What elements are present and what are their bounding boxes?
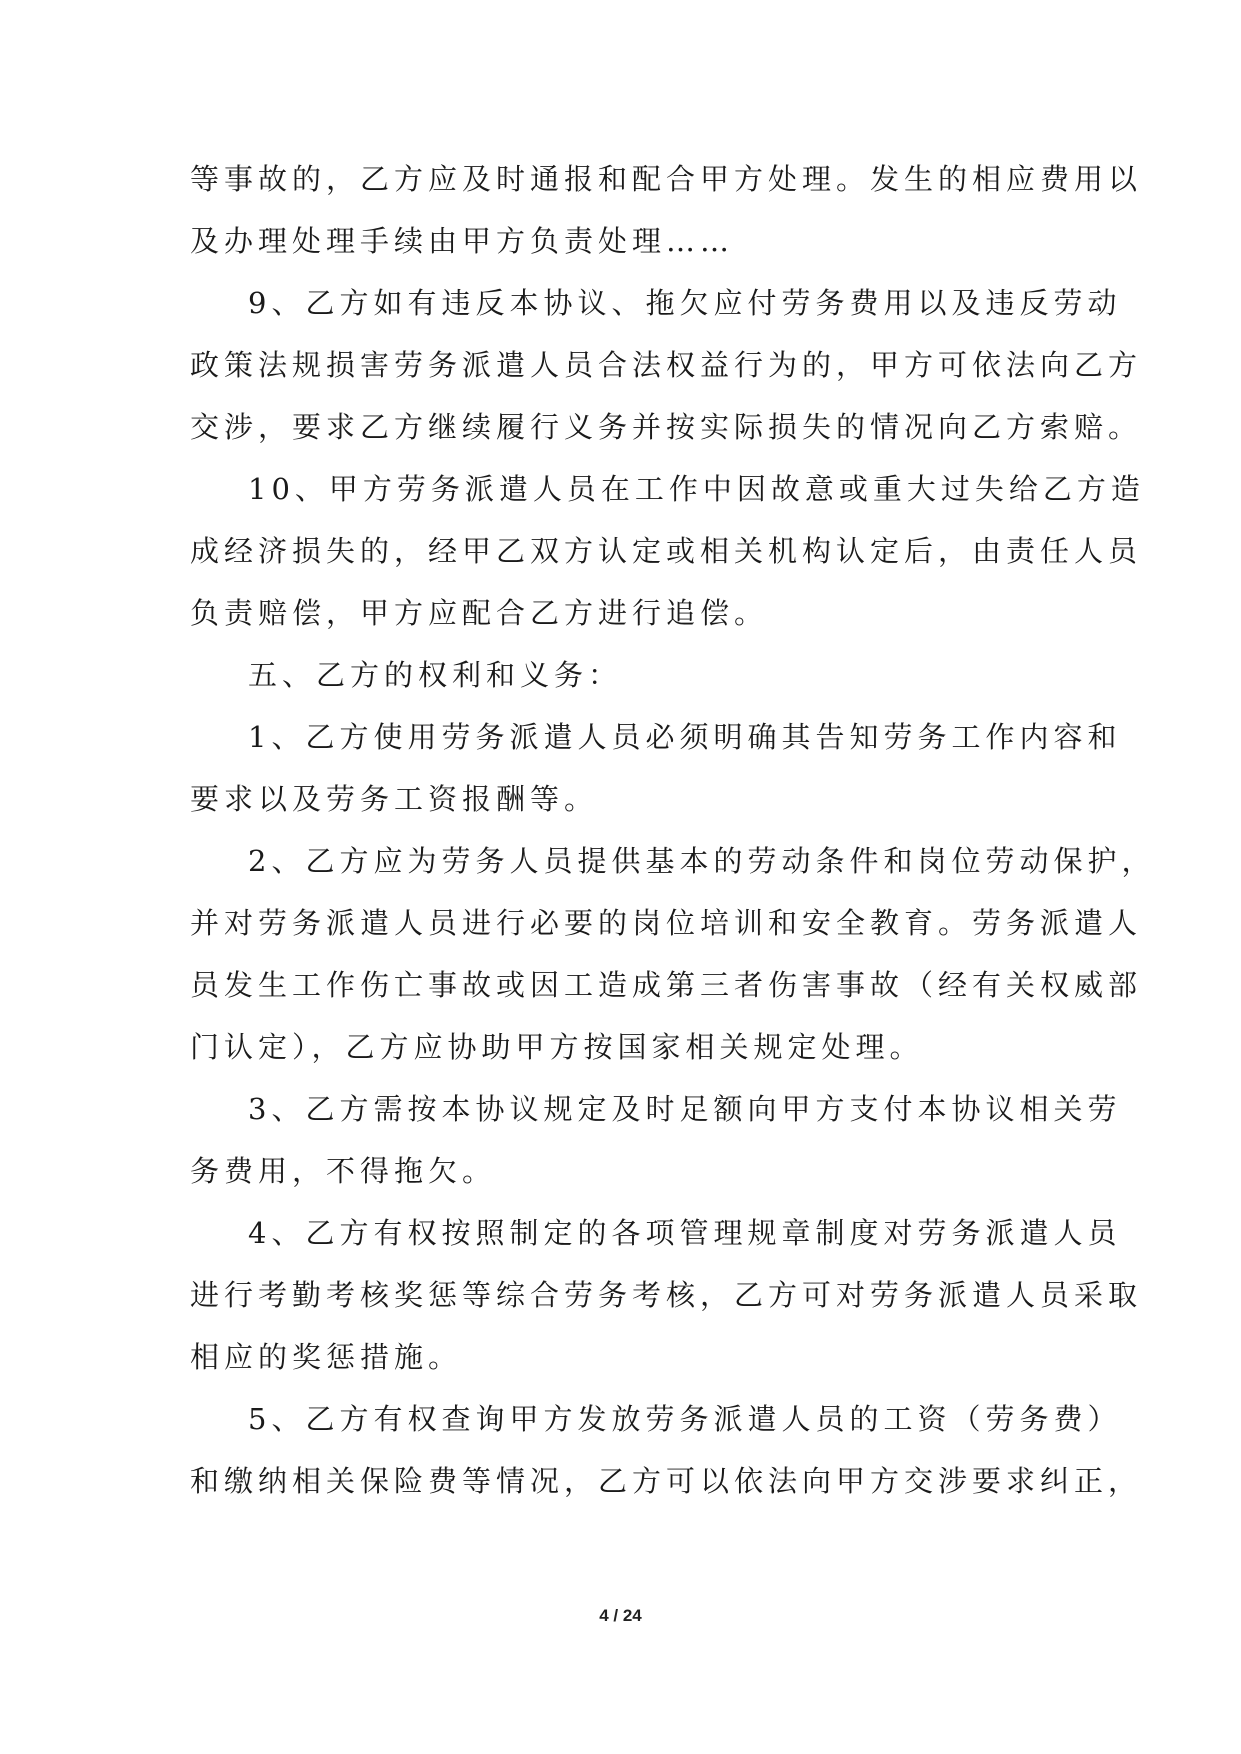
text-line: 员发生工作伤亡事故或因工造成第三者伤害事故（经有关权威部: [190, 968, 1143, 1002]
text-line: 进行考勤考核奖惩等综合劳务考核，乙方可对劳务派遣人员采取: [190, 1278, 1143, 1312]
text-line: 4、乙方有权按照制定的各项管理规章制度对劳务派遣人员: [248, 1216, 1122, 1250]
text-line: 门认定），乙方应协助甲方按国家相关规定处理。: [190, 1030, 924, 1064]
text-line: 负责赔偿，甲方应配合乙方进行追偿。: [190, 596, 769, 630]
page-number: 4 / 24: [599, 1606, 642, 1625]
text-line: 交涉，要求乙方继续履行义务并按实际损失的情况向乙方索赔。: [190, 410, 1143, 444]
text-line: 5、乙方有权查询甲方发放劳务派遣人员的工资（劳务费）: [248, 1402, 1122, 1436]
text-line: 3、乙方需按本协议规定及时足额向甲方支付本协议相关劳: [248, 1092, 1122, 1126]
text-line: 政策法规损害劳务派遣人员合法权益行为的，甲方可依法向乙方: [190, 348, 1143, 382]
text-line: 2、乙方应为劳务人员提供基本的劳动条件和岗位劳动保护，: [248, 844, 1156, 878]
text-line: 等事故的，乙方应及时通报和配合甲方处理。发生的相应费用以: [190, 162, 1143, 196]
text-line: 并对劳务派遣人员进行必要的岗位培训和安全教育。劳务派遣人: [190, 906, 1143, 940]
text-line: 和缴纳相关保险费等情况，乙方可以依法向甲方交涉要求纠正，: [190, 1464, 1143, 1498]
text-line: 要求以及劳务工资报酬等。: [190, 782, 599, 816]
text-line: 相应的奖惩措施。: [190, 1340, 463, 1374]
text-line: 成经济损失的，经甲乙双方认定或相关机构认定后，由责任人员: [190, 534, 1143, 568]
text-line: 及办理处理手续由甲方负责处理……: [190, 224, 735, 258]
document-body: [190, 148, 1156, 1512]
text-line: 1、乙方使用劳务派遣人员必须明确其告知劳务工作内容和: [248, 720, 1122, 754]
text-line: 务费用，不得拖欠。: [190, 1154, 497, 1188]
section-heading: 五、乙方的权利和义务：: [248, 658, 623, 692]
text-line: 10、甲方劳务派遣人员在工作中因故意或重大过失给乙方造: [248, 472, 1145, 506]
text-line: 9、乙方如有违反本协议、拖欠应付劳务费用以及违反劳动: [248, 286, 1122, 320]
